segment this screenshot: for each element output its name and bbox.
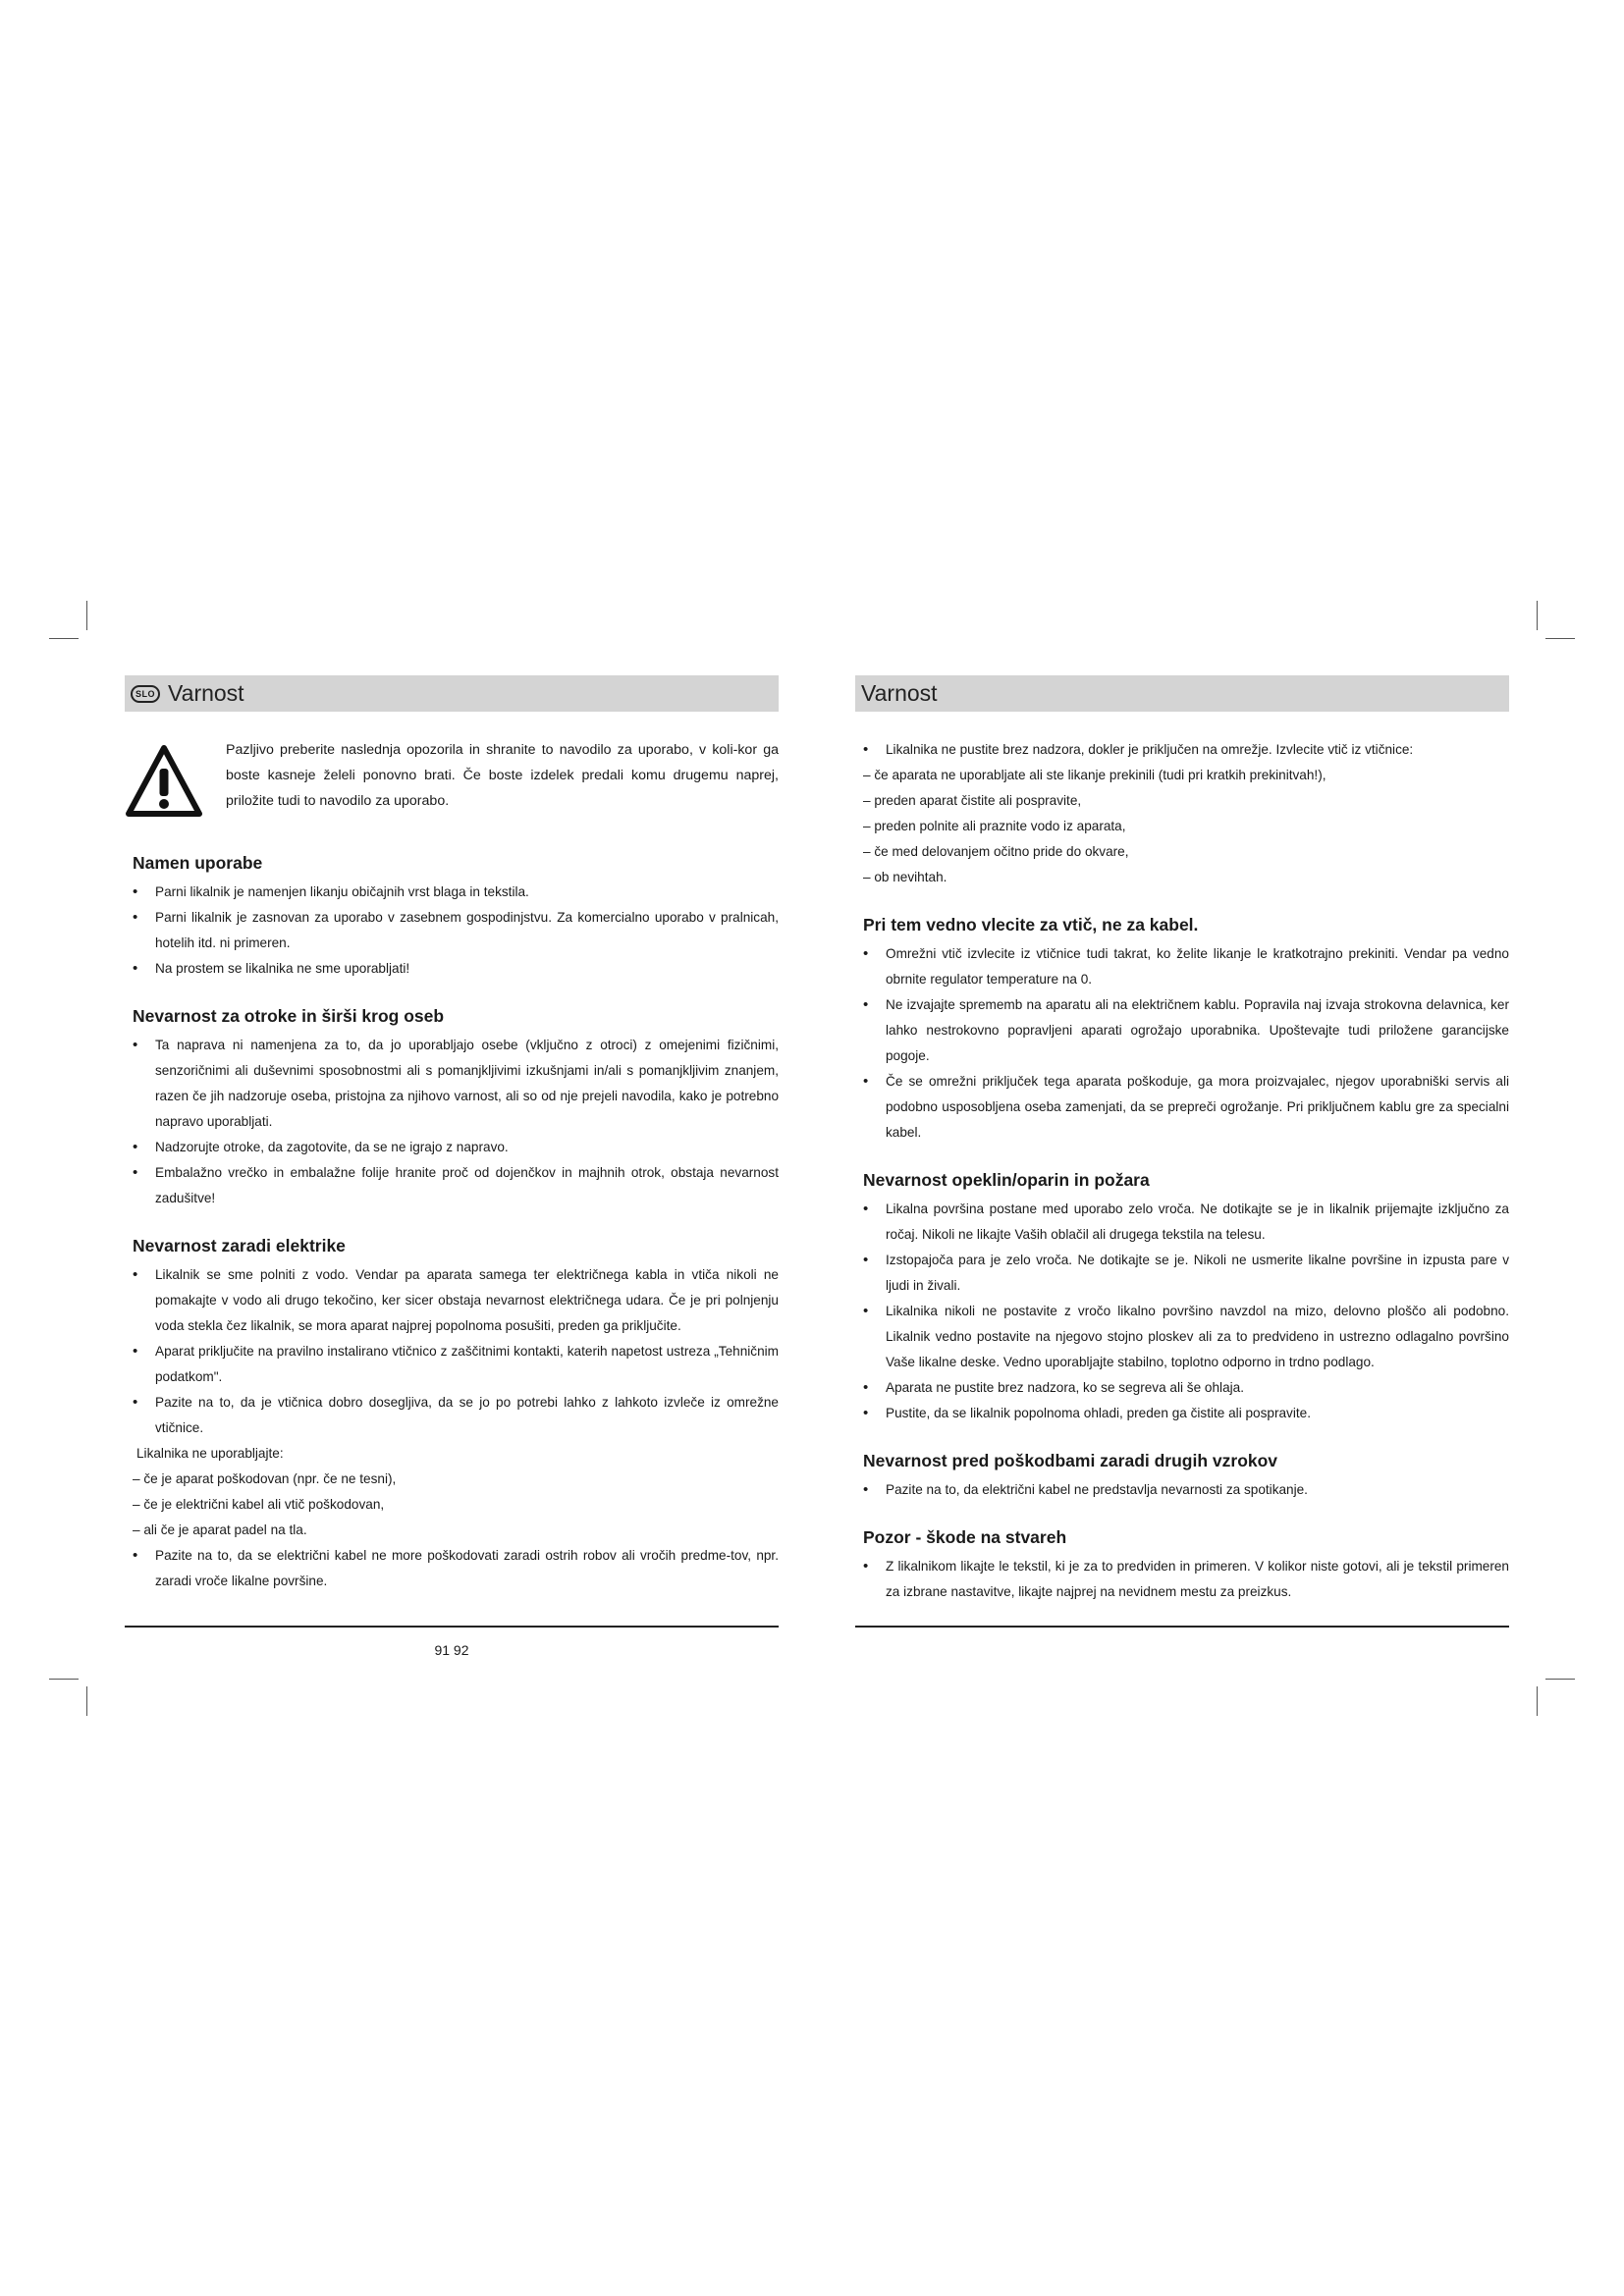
list-item: • Na prostem se likalnika ne sme uporabljati! — [125, 956, 779, 982]
crop-mark — [86, 1686, 87, 1716]
list-item: • Ne izvajajte sprememb na aparatu ali na električnem kablu. Popravila naj izvaja strokovna delavnica, ker lahko nestrokovno popravljeni aparati ogrožajo uporabnika. Upoštevajte tudi priložene garancijske pogoje. — [855, 992, 1509, 1069]
page-title: Varnost — [168, 680, 244, 706]
dash-item: – če med delovanjem očitno pride do okvare, — [863, 844, 1129, 859]
list-item: • Če se omrežni priključek tega aparata poškoduje, ga mora proizvajalec, njegov uporabniški servis ali podobno usposobljena oseba zamenjati, da se prepreči ogrožanje. Pri priključnem kablu gre za specialni kabel. — [855, 1069, 1509, 1146]
section-title: Nevarnost zaradi elektrike — [133, 1236, 346, 1255]
list-item: • Pazite na to, da se električni kabel ne more poškodovati zaradi ostrih robov ali vročih predme-tov, npr. zaradi vroče likalne površine. — [125, 1543, 779, 1594]
crop-mark — [49, 638, 79, 639]
dash-item: – če aparata ne uporabljate ali ste likanje prekinili (tudi pri kratkih prekinitvah!), — [863, 768, 1326, 782]
right-page — [855, 675, 1509, 1629]
page-title: Varnost — [861, 680, 938, 706]
page-number: 91 92 — [434, 1642, 469, 1658]
do-not-use-label: Likalnika ne uporabljajte: — [136, 1446, 284, 1461]
dash-item: – ali če je aparat padel na tla. — [133, 1522, 307, 1537]
bullet-list — [855, 1554, 1509, 1605]
section-title: Pri tem vedno vlecite za vtič, ne za kabel. — [863, 915, 1199, 934]
section-unplug — [855, 737, 1509, 890]
crop-mark — [1537, 1686, 1538, 1716]
list-item: • Likalna površina postane med uporabo zelo vroča. Ne dotikajte se je in likalnik prijemajte izključno za ročaj. Nikoli ne likajte Vaših oblačil ali drugega tekstila na telesu. — [855, 1197, 1509, 1248]
crop-mark — [1545, 1679, 1575, 1680]
section-property-damage — [855, 1527, 1509, 1605]
dash-item: – ob nevihtah. — [863, 870, 947, 884]
section-children-danger — [125, 1006, 779, 1211]
dash-item: – preden aparat čistite ali pospravite, — [863, 793, 1082, 808]
list-item: • Aparata ne pustite brez nadzora, ko se segreva ali še ohlaja. — [855, 1375, 1509, 1401]
list-item: • Aparat priključite na pravilno instalirano vtičnico z zaščitnimi kontakti, katerih napetost ustreza „Tehničnim podatkom". — [125, 1339, 779, 1390]
list-item: • Nadzorujte otroke, da zagotovite, da se ne igrajo z napravo. — [125, 1135, 779, 1160]
section-title: Nevarnost za otroke in širši krog oseb — [133, 1006, 445, 1026]
section-pull-plug — [855, 915, 1509, 1146]
crop-mark — [86, 601, 87, 630]
crop-mark — [1537, 601, 1538, 630]
intro-block — [125, 737, 779, 822]
section-title: Namen uporabe — [133, 853, 263, 873]
left-page — [125, 675, 779, 1619]
section-title: Nevarnost pred poškodbami zaradi drugih vzrokov — [863, 1451, 1278, 1470]
crop-mark — [1545, 638, 1575, 639]
list-item: • Omrežni vtič izvlecite iz vtičnice tudi takrat, ko želite likanje le kratkotrajno prekiniti. Vendar pa vedno obrnite regulator temperature na 0. — [855, 941, 1509, 992]
list-item: • Likalnika nikoli ne postavite z vročo likalno površino navzdol na mizo, delovno ploščo ali podobno. Likalnik vedno postavite na njegovo stojno ploskev ali za to predvideno in ustrezno odlagalno površino Vaše likalne deske. Vedno uporabljajte stabilno, toplotno odporno in trdno podlago. — [855, 1299, 1509, 1375]
list-item: • Pustite, da se likalnik popolnoma ohladi, preden ga čistite ali pospravite. — [855, 1401, 1509, 1426]
list-item: • Izstopajoča para je zelo vroča. Ne dotikajte se je. Nikoli ne usmerite likalne površine in izpusta pare v ljudi in živali. — [855, 1248, 1509, 1299]
dash-item: – če je električni kabel ali vtič poškodovan, — [133, 1497, 385, 1512]
list-item: • Ta naprava ni namenjena za to, da jo uporabljajo osebe (vključno z otroci) z omejenimi fizičnimi, senzoričnimi ali duševnimi sposobnostmi ali s pomanjkljivimi izkušnjami in/ali s pomanjkljivim znanjem, razen če jih nadzoruje oseba, pristojna za njihovo varnost, ali so od nje prejeli navodila, kako je potrebno napravo uporabljati. — [125, 1033, 779, 1135]
language-badge: SLO — [131, 685, 160, 703]
list-item: • Embalažno vrečko in embalažne folije hranite proč od dojenčkov in majhnih otrok, obstaja nevarnost zadušitve! — [125, 1160, 779, 1211]
list-item: • Pazite na to, da električni kabel ne predstavlja nevarnosti za spotikanje. — [855, 1477, 1509, 1503]
intro-text: Pazljivo preberite naslednja opozorila in shranite to navodilo za uporabo, v koli-kor ga boste kasneje želeli ponovno brati. Če boste izdelek predali komu drugemu naprej, priložite tudi to navodilo za uporabo. — [226, 742, 779, 809]
footer-rule — [855, 1626, 1509, 1628]
bullet-list — [125, 880, 779, 982]
list-item: • Parni likalnik je namenjen likanju običajnih vrst blaga in tekstila. — [125, 880, 779, 905]
bullet-list — [855, 1197, 1509, 1426]
list-item: • Likalnik se sme polniti z vodo. Vendar pa aparata samega ter električnega kabla in vtiča nikoli ne pomakajte v vodo ali drugo tekočino, ker sicer obstaja nevarnost električnega udara. Če je pri polnjenju voda stekla čez likalnik, se mora aparat najprej popolnoma posušiti, preden ga priključite. — [125, 1262, 779, 1339]
bullet-list — [855, 941, 1509, 1146]
section-header-bar — [855, 675, 1509, 712]
dash-item: – preden polnite ali praznite vodo iz aparata, — [863, 819, 1126, 833]
section-electric-danger — [125, 1236, 779, 1594]
list-item: • Z likalnikom likajte le tekstil, ki je za to predviden in primeren. V kolikor niste gotovi, ali je tekstil primeren za izbrane nastavitve, likajte najprej na nevidnem mestu za preizkus. — [855, 1554, 1509, 1605]
bullet-list — [125, 1262, 779, 1441]
bullet-list — [125, 1543, 779, 1594]
bullet-list — [855, 1477, 1509, 1503]
section-title: Nevarnost opeklin/oparin in požara — [863, 1170, 1150, 1190]
list-item: • Pazite na to, da je vtičnica dobro dosegljiva, da se jo po potrebi lahko z lahkoto izvleče iz omrežne vtičnice. — [125, 1390, 779, 1441]
section-other-injury — [855, 1451, 1509, 1503]
bullet-list — [855, 737, 1509, 763]
crop-mark — [49, 1679, 79, 1680]
dash-item: – če je aparat poškodovan (npr. če ne tesni), — [133, 1471, 397, 1486]
list-item: • Likalnika ne pustite brez nadzora, dokler je priključen na omrežje. Izvlecite vtič iz vtičnice: — [855, 737, 1509, 763]
footer-rule — [125, 1626, 779, 1628]
warning-triangle-icon — [125, 743, 203, 822]
section-burn-fire-danger — [855, 1170, 1509, 1426]
list-item: • Parni likalnik je zasnovan za uporabo v zasebnem gospodinjstvu. Za komercialno uporabo v pralnicah, hotelih itd. ni primeren. — [125, 905, 779, 956]
section-intended-use — [125, 853, 779, 982]
section-title: Pozor - škode na stvareh — [863, 1527, 1067, 1547]
bullet-list — [125, 1033, 779, 1211]
section-header-bar — [125, 675, 779, 712]
